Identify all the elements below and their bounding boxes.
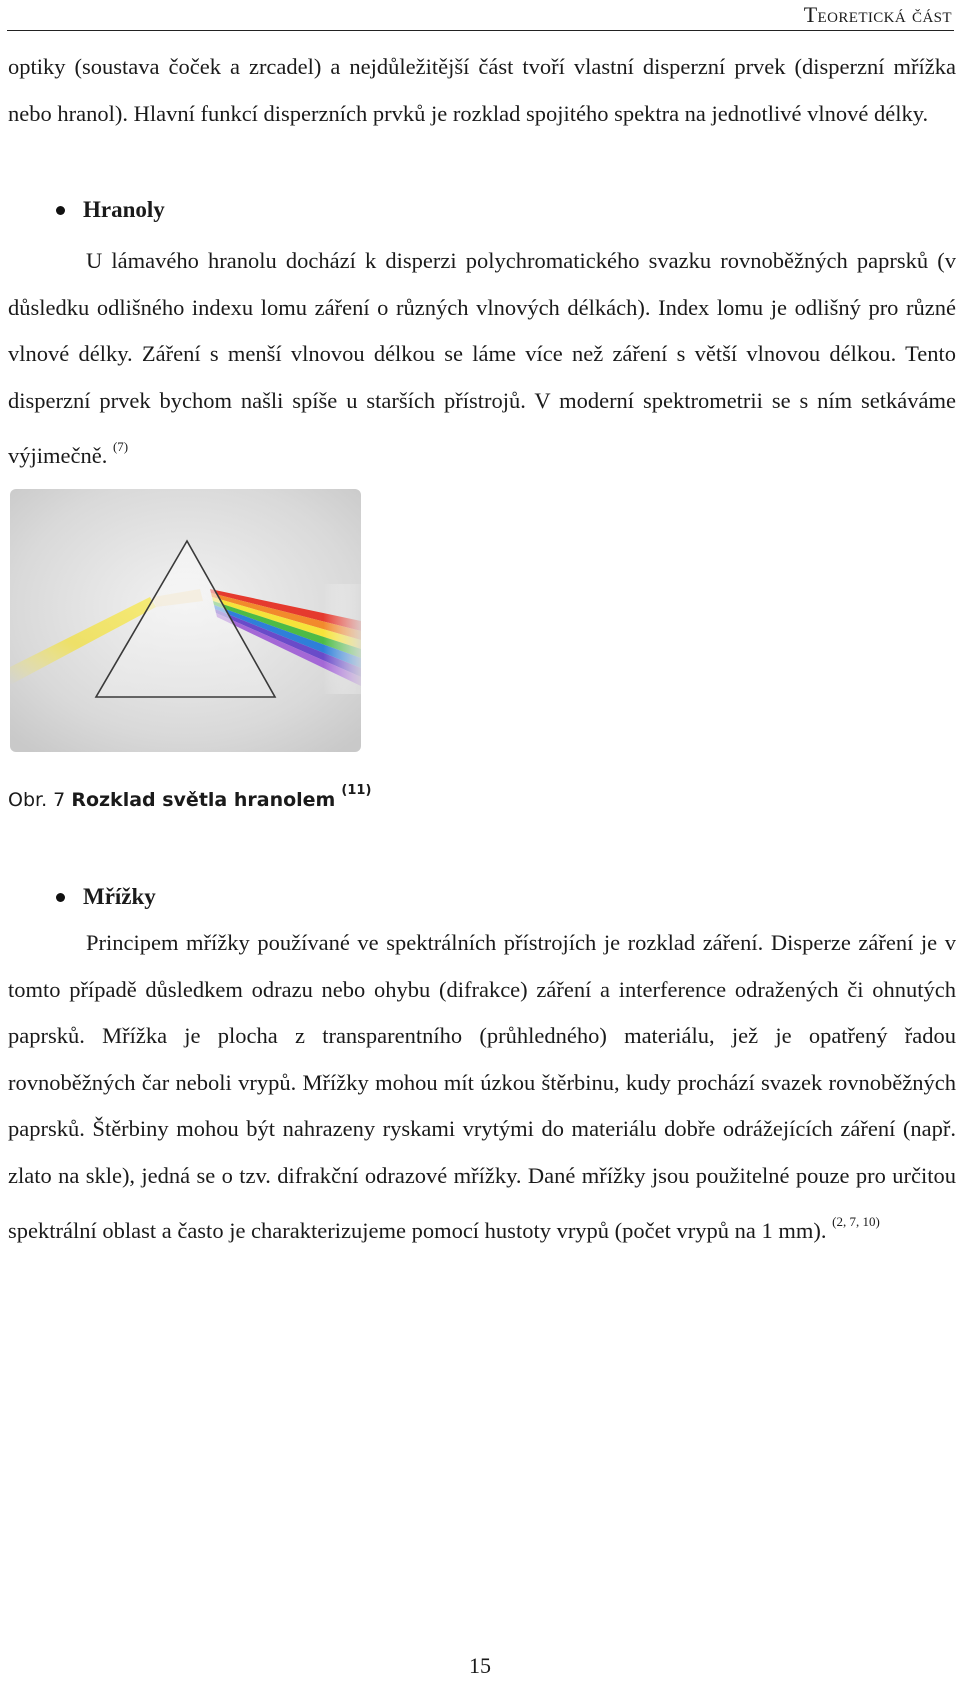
bullet-icon xyxy=(56,206,65,215)
intro-text: optiky (soustava čoček a zrcadel) a nejdůležitější část tvoří vlastní disperzní prvek (disperzní mřížka nebo hranol). Hlavní funkcí disperzních prvků je rozklad spojitého spektra na jednotlivé vlnové délky. xyxy=(8,54,956,126)
page-number: 15 xyxy=(469,1653,491,1678)
gratings-paragraph xyxy=(8,920,956,1255)
figure-number: Obr. 7 xyxy=(8,789,66,811)
gratings-citation: (2, 7, 10) xyxy=(832,1214,880,1229)
gratings-text: Principem mřížky používané ve spektrálních přístrojích je rozklad záření. Disperze záření je v tomto případě důsledkem odrazu nebo ohybu (difrakce) záření a interference odražených či ohnutých paprsků. Mřížka je plocha z transparentního (průhledného) materiálu, jež je opatřený řadou rovnoběžných čar neboli vrypů. Mřížky mohou mít úzkou štěrbinu, kudy prochází svazek rovnoběžných paprsků. Štěrbiny mohou být nahrazeny ryskami vrytými do materiálu dobře odrážejících záření (např. zlato na skle), jedná se o tzv. difrakční odrazové mřížky. Dané mřížky jsou použitelné pouze pro určitou spektrální oblast a často je charakterizujeme pomocí hustoty vrypů (počet vrypů na 1 mm). xyxy=(8,930,956,1243)
prism-dispersion-image xyxy=(10,489,361,752)
intro-paragraph xyxy=(8,44,956,137)
figure-caption xyxy=(8,783,371,811)
header-section-title: Teoretická část xyxy=(803,2,952,27)
prisms-text: U lámavého hranolu dochází k disperzi polychromatického svazku rovnoběžných paprsků (v důsledku odlišného indexu lomu záření o různých vlnových délkách). Index lomu je odlišný pro různé vlnové délky. Záření s menší vlnovou délkou se láme více než záření s větší vlnovou délkou. Tento disperzní prvek bychom našli spíše u starších přístrojů. V moderní spektrometrii se s ním setkáváme výjimečně. xyxy=(8,248,956,468)
gratings-heading-row xyxy=(56,884,156,910)
bullet-icon xyxy=(56,893,65,902)
figure-citation: (11) xyxy=(341,783,372,798)
prism-illustration xyxy=(10,489,361,752)
prisms-heading-row xyxy=(56,197,165,223)
prisms-heading: Hranoly xyxy=(83,197,165,222)
gratings-heading: Mřížky xyxy=(83,884,156,909)
prisms-paragraph xyxy=(8,238,956,480)
figure-title: Rozklad světla hranolem xyxy=(71,789,336,811)
running-header xyxy=(7,0,954,31)
prisms-citation: (7) xyxy=(112,439,129,454)
